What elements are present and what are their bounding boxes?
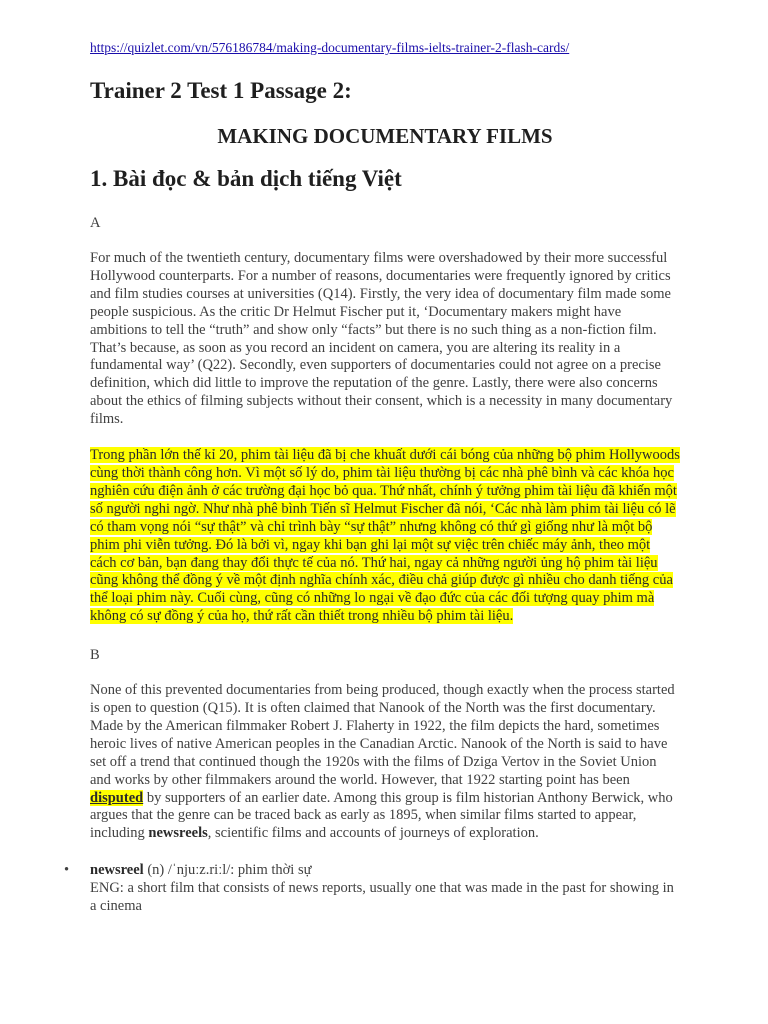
vocab-definition: (n) /ˈnjuːz.riːl/: phim thời sự [143, 862, 312, 879]
vocabulary-list [64, 861, 680, 915]
paragraph-b-english [90, 682, 680, 843]
highlighted-translation: Trong phần lớn thế kỉ 20, phim tài liệu đã bị che khuất dưới cái bóng của những bộ phim Hollywoods cùng thời thành công hơn. Vì một số lý do, phim tài liệu thường bị các nhà phê bình và các khóa học nghiên cứu điện ảnh ở các trường đại học bỏ qua. Thứ nhất, chính ý tưởng phim tài liệu đã khiến một số người nghi ngờ. Như nhà phê bình Tiến sĩ Helmut Fischer đã nói, ‘Các nhà làm phim tài liệu có lẽ có tham vọng nói “sự thật” và chỉ trình bày “sự thật” nhưng không có thứ gì giống như là một bộ phim phi viễn tưởng. Đó là bởi vì, ngay khi bạn ghi lại một sự việc trên chiếc máy ảnh, theo một cách cơ bản, bạn đang thay đổi thực tế của nó. Thứ hai, ngay cả những người ủng hộ phim tài liệu cũng không thể đồng ý về một định nghĩa chính xác, điều chả giúp được gì nhiều cho danh tiếng của thể loại phim này. Cuối cùng, cũng có những lo ngại về đạo đức của các đối tượng quay phim mà không có sự đồng ý của họ, thứ rất cần thiết trong nhiều bộ phim tài liệu. [90, 447, 680, 625]
passage-title: MAKING DOCUMENTARY FILMS [217, 124, 553, 148]
paragraph-a-vietnamese [90, 447, 680, 626]
paragraph-b-text-2: by supporters of an earlier date. Among this group is film historian Anthony Berwick, who argues that the genre can be traced back as early as 1895, when similar films started to appear, including [90, 789, 673, 842]
paragraph-label-b: B [90, 647, 100, 664]
highlighted-word-disputed: disputed [90, 789, 144, 806]
paragraph-b-text-1: None of this prevented documentaries from being produced, though exactly when the process started is open to question (Q15). It is often claimed that Nanook of the North was the first documentary. Made by the American filmmaker Robert J. Flaherty in 1922, the film depicts the hard, sometimes heroic lives of native American peoples in the Canadian Arctic. Nanook of the North is said to have set off a trend that continued though the 1920s with the films of Dziga Vertov in the Soviet Union and works by other filmmakers around the world. However, that 1922 starting point has been [90, 682, 675, 788]
paragraph-label-a: A [90, 215, 101, 231]
section-heading: 1. Bài đọc & bản dịch tiếng Việt [90, 166, 402, 191]
document-page [64, 38, 680, 915]
vocab-word: newsreel [90, 862, 144, 879]
document-heading: Trainer 2 Test 1 Passage 2: [90, 78, 352, 103]
source-link[interactable]: https://quizlet.com/vn/576186784/making-documentary-films-ielts-trainer-2-flash-cards/ [90, 40, 570, 55]
vocab-english-definition: ENG: a short film that consists of news reports, usually one that was made in the past for showing in a cinema [90, 880, 674, 915]
paragraph-b-text-3: , scientific films and accounts of journeys of exploration. [207, 825, 539, 842]
vocabulary-item [64, 861, 680, 915]
bullet-icon: • [64, 862, 70, 879]
paragraph-a-english: For much of the twentieth century, documentary films were overshadowed by their more successful Hollywood counterparts. For a number of reasons, documentaries were frequently ignored by critics and film studies courses at universities (Q14). Firstly, the very idea of documentary film made some people suspicious. As the critic Dr Helmut Fischer put it, ‘Documentary makers might have ambitions to tell the “truth” and show only “facts” but there is no such thing as a non-fiction film. That’s because, as soon as you record an incident on camera, you are altering its reality in a fundamental way’ (Q22). Secondly, even supporters of documentaries could not agree on a precise definition, which did little to improve the reputation of the genre. Lastly, there were also concerns about the ethics of filming subjects without their consent, which is a necessity in many documentary films. [90, 250, 673, 428]
bold-word-newsreels: newsreels [148, 825, 208, 842]
